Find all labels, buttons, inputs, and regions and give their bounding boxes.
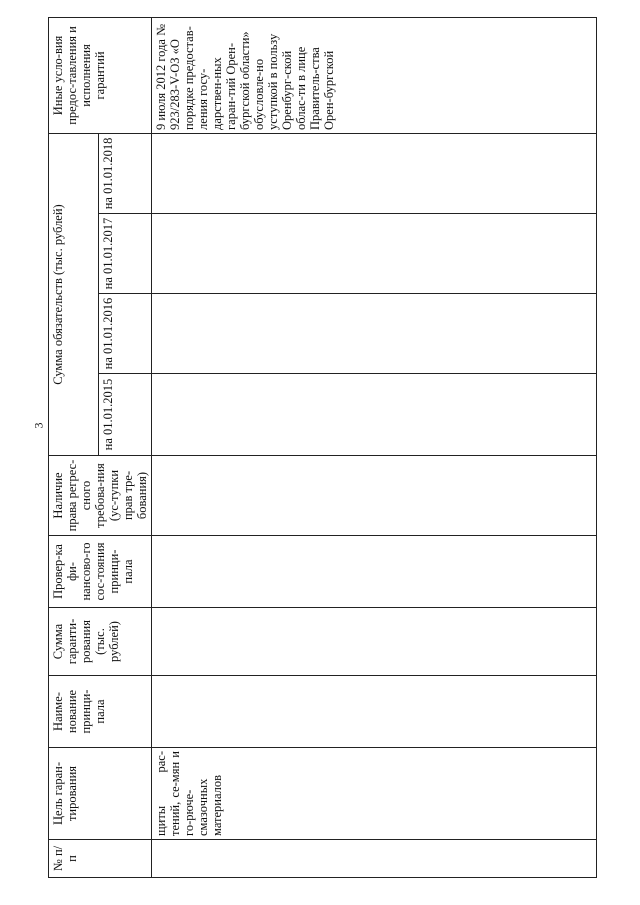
header-date-2017: на 01.01.2017	[99, 214, 152, 294]
header-date-2018: на 01.01.2018	[99, 133, 152, 213]
header-regress: Наличие права регрес-сного требова-ния (ус-тупки прав тре-бования)	[49, 456, 152, 536]
cell-2015	[152, 374, 597, 456]
cell-2017	[152, 214, 597, 294]
header-sum: Сумма гаранти-рования (тыс. рублей)	[49, 608, 152, 676]
header-row	[49, 17, 99, 877]
header-check: Провер-ка фи-нансово-го сос-тояния принци-пала	[49, 536, 152, 608]
cell-num	[152, 840, 597, 878]
header-num: № п/п	[49, 840, 152, 878]
rotated-table-container	[48, 18, 568, 878]
cell-sum	[152, 608, 597, 676]
header-date-2015: на 01.01.2015	[99, 374, 152, 456]
header-date-2016: на 01.01.2016	[99, 294, 152, 374]
cell-check	[152, 536, 597, 608]
header-other: Иные усло-вия предос-тавления и исполнения гарантий	[49, 17, 152, 133]
page-number: 3	[31, 422, 46, 429]
guarantees-table	[48, 17, 597, 878]
cell-2018	[152, 133, 597, 213]
cell-goal: щиты рас-тений, се-мян и го-рюче-смазочных материалов	[152, 748, 597, 840]
cell-2016	[152, 294, 597, 374]
header-principal: Наиме-нование принци-пала	[49, 676, 152, 748]
header-obligations: Сумма обязательств (тыс. рублей)	[49, 133, 99, 455]
cell-regress	[152, 456, 597, 536]
cell-principal	[152, 676, 597, 748]
table-row	[152, 17, 597, 877]
cell-other: 9 июля 2012 года № 923/283-V-ОЗ «О порядке предостав-ления госу-дарствен-ных гаран-тий Орен-бургской области» обусловле-но уступкой в пользу Оренбург-ской облас-ти в лице Правитель-ства Орен-бургской	[152, 17, 597, 133]
header-goal: Цель гаран-тирования	[49, 748, 152, 840]
